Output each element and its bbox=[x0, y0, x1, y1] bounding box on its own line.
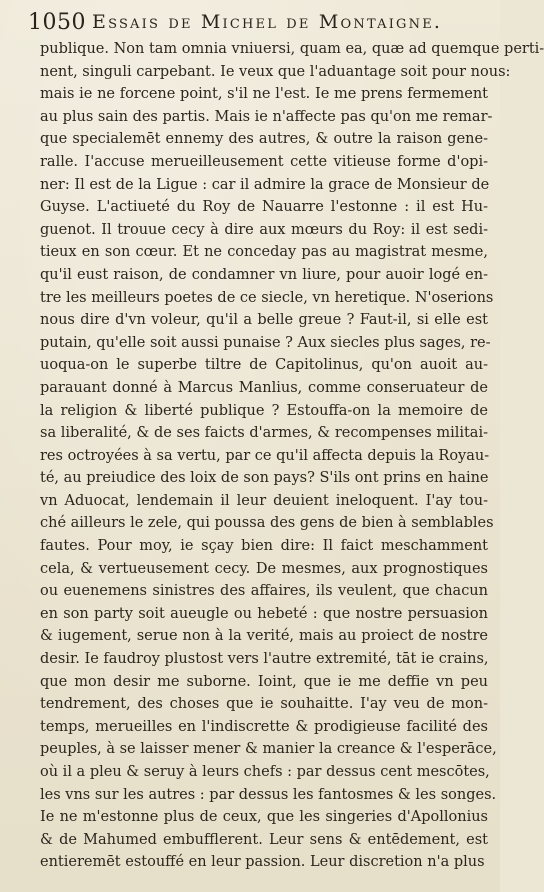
text-line: les vns sur les autres : par dessus les fantosmes & les songes. bbox=[40, 786, 497, 803]
text-line: mais ie ne forcene point, s'il ne l'est. Ie me prens fermement bbox=[40, 86, 488, 103]
text-line: nent, singuli carpebant. Ie veux que l'aduantage soit pour nous: bbox=[40, 63, 511, 80]
text-line: uoqua-on le superbe tiltre de Capitolinus, qu'on auoit au- bbox=[40, 357, 488, 374]
text-line: Ie ne m'estonne plus de ceux, que les singeries d'Apollonius bbox=[40, 809, 488, 826]
page-number: 1050 bbox=[28, 10, 86, 35]
text-line: que mon desir me suborne. Ioint, que ie me deffie vn peu bbox=[40, 673, 488, 690]
text-line: vn Aduocat, lendemain il leur deuient ineloquent. I'ay tou- bbox=[40, 492, 488, 509]
text-line: ner: Il est de la Ligue : car il admire la grace de Monsieur de bbox=[40, 176, 490, 193]
text-line: & iugement, serue non à la verité, mais au proiect de nostre bbox=[40, 628, 488, 645]
text-line: tieux en son cœur. Et ne conceday pas au magistrat mesme, bbox=[40, 244, 488, 261]
text-line: putain, qu'elle soit aussi punaise ? Aux siecles plus sages, re- bbox=[40, 334, 491, 351]
text-line: ou euenemens sinistres des affaires, ils veulent, que chacun bbox=[40, 583, 488, 600]
text-line: peuples, à se laisser mener & manier la creance & l'esperāce, bbox=[40, 741, 497, 758]
text-line: tendrement, des choses que ie souhaitte. I'ay veu de mon- bbox=[40, 696, 488, 713]
text-line: en son party soit aueugle ou hebeté : que nostre persuasion bbox=[40, 605, 488, 622]
body-text bbox=[40, 38, 544, 874]
text-line: parauant donné à Marcus Manlius, comme conseruateur de bbox=[40, 379, 488, 396]
text-line: sa liberalité, & de ses faicts d'armes, & recompenses militai- bbox=[40, 425, 488, 442]
text-line: desir. Ie faudroy plustost vers l'autre extremité, tāt ie crains, bbox=[40, 651, 489, 668]
page-header bbox=[28, 8, 488, 36]
text-line: Guyse. L'actiueté du Roy de Nauarre l'estonne : il est Hu- bbox=[40, 199, 488, 216]
text-line: fautes. Pour moy, ie sçay bien dire: Il faict meschamment bbox=[40, 538, 488, 555]
text-line: tre les meilleurs poetes de ce siecle, vn heretique. N'oserions bbox=[40, 289, 494, 306]
text-line: cela, & vertueusement cecy. De mesmes, aux prognostiques bbox=[40, 560, 488, 577]
text-line: nous dire d'vn voleur, qu'il a belle greue ? Faut-il, si elle est bbox=[40, 312, 488, 329]
text-line: qu'il eust raison, de condamner vn liure, pour auoir logé en- bbox=[40, 266, 488, 283]
text-line: & de Mahumed embufflerent. Leur sens & entēdement, est bbox=[40, 831, 488, 848]
text-line: au plus sain des partis. Mais ie n'affecte pas qu'on me remar- bbox=[40, 108, 493, 125]
text-line: res octroyées à sa vertu, par ce qu'il affecta depuis la Royau- bbox=[40, 447, 490, 464]
text-line: où il a pleu & seruy à leurs chefs : par dessus cent mescōtes, bbox=[40, 764, 490, 780]
text-line: ché ailleurs le zele, qui poussa des gens de bien à semblables bbox=[40, 515, 494, 532]
text-line: té, au preiudice des loix de son pays? S'ils ont prins en haine bbox=[40, 470, 489, 487]
text-line: la religion & liberté publique ? Estouffa-on la memoire de bbox=[40, 402, 488, 419]
text-line: entieremēt estouffé en leur passion. Leur discretion n'a plus bbox=[40, 854, 485, 871]
text-line: que specialemēt ennemy des autres, & outre la raison gene- bbox=[40, 131, 488, 148]
text-line: publique. Non tam omnia vniuersi, quam ea, quæ ad quemque perti- bbox=[40, 41, 544, 57]
text-line: temps, merueilles en l'indiscrette & prodigieuse facilité des bbox=[40, 718, 488, 735]
running-head: Essais de Michel de Montaigne. bbox=[92, 11, 443, 33]
text-line: ralle. I'accuse merueilleusement cette vitieuse forme d'opi- bbox=[40, 153, 488, 170]
text-line: guenot. Il trouue cecy à dire aux mœurs du Roy: il est sedi- bbox=[40, 221, 488, 238]
